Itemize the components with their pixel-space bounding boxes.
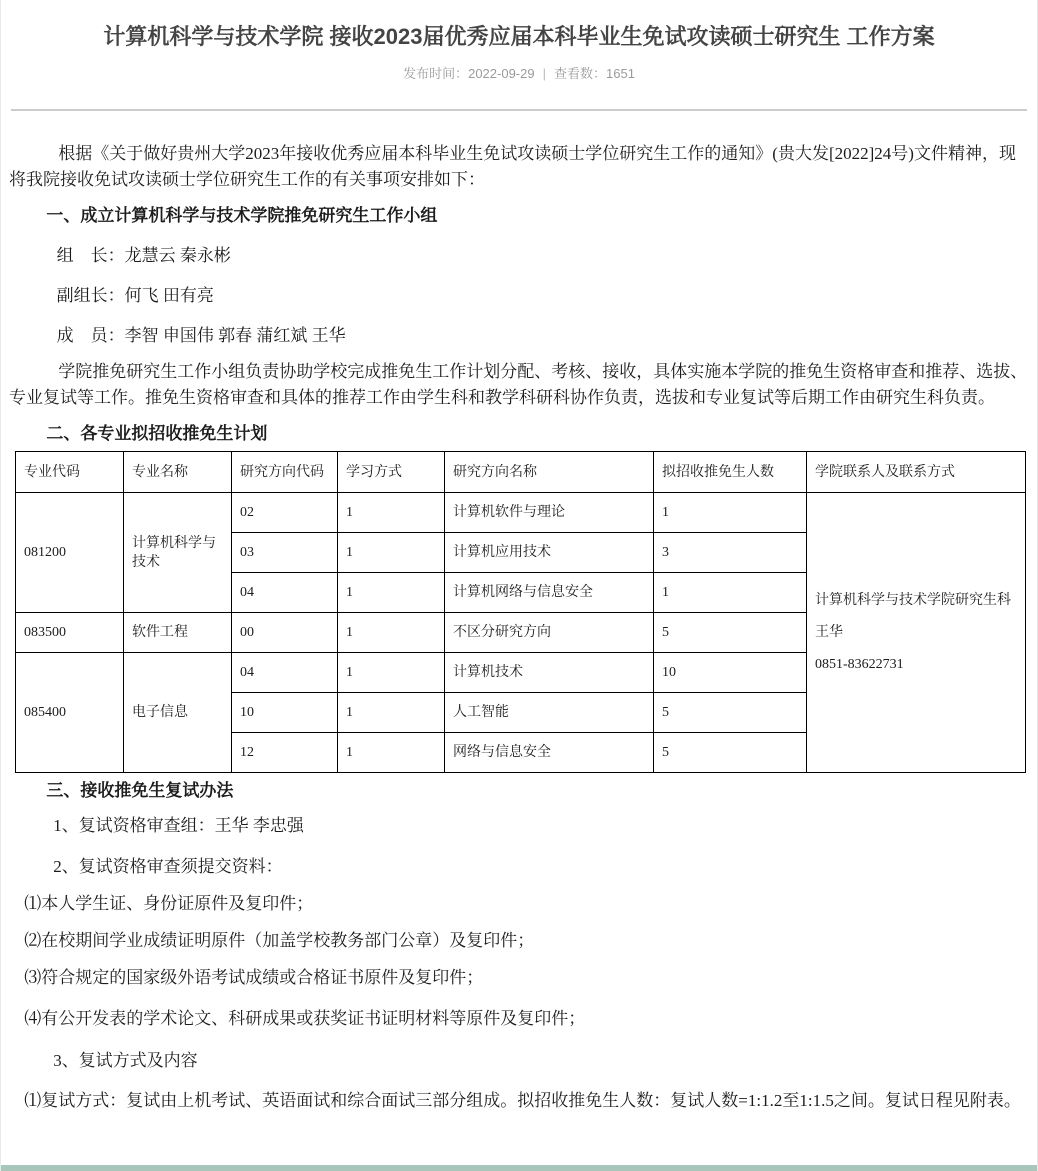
cell-dir-code: 04 xyxy=(232,573,338,613)
col-header-dir-name: 研究方向名称 xyxy=(445,452,654,493)
cell-quota: 10 xyxy=(654,653,807,693)
page-title: 计算机科学与技术学院 接收2023届优秀应届本科毕业生免试攻读硕士研究生 工作方案 xyxy=(103,24,935,49)
cell-dir-name: 计算机软件与理论 xyxy=(445,493,654,533)
table-header-row xyxy=(16,452,1026,493)
contact-department: 计算机科学与技术学院研究生科 xyxy=(815,593,1011,608)
cell-study-mode: 1 xyxy=(338,613,445,653)
contact-phone: 0851-83622731 xyxy=(815,657,904,672)
table-row xyxy=(16,493,1026,533)
review-group-item: 1、复试资格审查组：王华 李忠强 xyxy=(53,816,304,835)
interview-method-paragraph: ⑴复试方式：复试由上机考试、英语面试和综合面试三部分组成。拟招收推免生人数：复试人数=1:1.2至1:1.5之间。复试日程见附表。 xyxy=(24,1091,1021,1110)
deputy-leader-line: 副组长：何飞 田有亮 xyxy=(56,286,214,305)
cell-major-name: 电子信息 xyxy=(124,653,232,773)
contact-person: 王华 xyxy=(815,625,843,640)
material-item-4: ⑷有公开发表的学术论文、科研成果或获奖证书证明材料等原件及复印件； xyxy=(24,1009,586,1028)
col-header-major-code: 专业代码 xyxy=(16,452,124,493)
article-meta xyxy=(1,65,1037,83)
material-item-3: ⑶符合规定的国家级外语考试成绩或合格证书原件及复印件； xyxy=(24,968,484,987)
workgroup-duty-paragraph: 学院推免研究生工作小组负责协助学校完成推免生工作计划分配、考核、接收，具体实施本学院的推免生资格审查和推荐、选拔、专业复试等工作。推免生资格审查和具体的推荐工作由学生科和教学科研科协作负责，选拔和专业复试等后期工作由研究生科负责。 xyxy=(9,362,1028,407)
cell-major-name: 软件工程 xyxy=(124,613,232,653)
publish-time-label: 发布时间： xyxy=(403,66,469,81)
admission-plan-table xyxy=(15,451,1026,773)
cell-study-mode: 1 xyxy=(338,493,445,533)
materials-intro-item: 2、复试资格审查须提交资料： xyxy=(53,857,283,876)
cell-study-mode: 1 xyxy=(338,733,445,773)
material-item-2: ⑵在校期间学业成绩证明原件（加盖学校教务部门公章）及复印件； xyxy=(24,931,535,950)
cell-dir-code: 04 xyxy=(232,653,338,693)
cell-major-code: 085400 xyxy=(16,653,124,773)
intro-paragraph: 根据《关于做好贵州大学2023年接收优秀应届本科毕业生免试攻读硕士学位研究生工作的通知》(贵大发[2022]24号)文件精神，现将我院接收免试攻读硕士学位研究生工作的有关事项安排如下： xyxy=(9,144,1016,189)
meta-separator: | xyxy=(542,66,546,81)
publish-time-value: 2022-09-29 xyxy=(468,66,535,81)
members-line: 成 员：李智 申国伟 郭春 蒲红斌 王华 xyxy=(56,326,346,345)
cell-dir-code: 02 xyxy=(232,493,338,533)
cell-contact xyxy=(807,493,1026,773)
cell-quota: 5 xyxy=(654,733,807,773)
material-item-1: ⑴本人学生证、身份证原件及复印件； xyxy=(24,894,314,913)
col-header-study-mode: 学习方式 xyxy=(338,452,445,493)
cell-dir-name: 计算机网络与信息安全 xyxy=(445,573,654,613)
cell-major-code: 081200 xyxy=(16,493,124,613)
cell-dir-code: 12 xyxy=(232,733,338,773)
cell-dir-name: 不区分研究方向 xyxy=(445,613,654,653)
leader-line: 组 长：龙慧云 秦永彬 xyxy=(56,246,231,265)
header-divider xyxy=(11,109,1027,111)
views-label: 查看数： xyxy=(553,66,606,81)
section2-heading: 二、各专业拟招收推免生计划 xyxy=(46,424,268,443)
cell-study-mode: 1 xyxy=(338,653,445,693)
cell-major-name: 计算机科学与技术 xyxy=(124,493,232,613)
cell-quota: 1 xyxy=(654,493,807,533)
col-header-dir-code: 研究方向代码 xyxy=(232,452,338,493)
cell-dir-code: 10 xyxy=(232,693,338,733)
cell-dir-code: 00 xyxy=(232,613,338,653)
col-header-major-name: 专业名称 xyxy=(124,452,232,493)
cell-study-mode: 1 xyxy=(338,533,445,573)
cell-dir-name: 计算机应用技术 xyxy=(445,533,654,573)
article-body xyxy=(1,141,1037,1113)
cell-dir-name: 计算机技术 xyxy=(445,653,654,693)
cell-dir-code: 03 xyxy=(232,533,338,573)
cell-quota: 3 xyxy=(654,533,807,573)
col-header-contact: 学院联系人及联系方式 xyxy=(807,452,1026,493)
cell-dir-name: 网络与信息安全 xyxy=(445,733,654,773)
section3-heading: 三、接收推免生复试办法 xyxy=(46,781,234,800)
views-count: 1651 xyxy=(606,66,635,81)
cell-quota: 5 xyxy=(654,613,807,653)
cell-quota: 5 xyxy=(654,693,807,733)
section1-heading: 一、成立计算机科学与技术学院推免研究生工作小组 xyxy=(46,206,438,225)
cell-dir-name: 人工智能 xyxy=(445,693,654,733)
interview-method-item: 3、复试方式及内容 xyxy=(53,1051,198,1070)
cell-quota: 1 xyxy=(654,573,807,613)
cell-study-mode: 1 xyxy=(338,693,445,733)
footer-strip xyxy=(1,1165,1037,1171)
col-header-quota: 拟招收推免生人数 xyxy=(654,452,807,493)
cell-major-code: 083500 xyxy=(16,613,124,653)
cell-study-mode: 1 xyxy=(338,573,445,613)
